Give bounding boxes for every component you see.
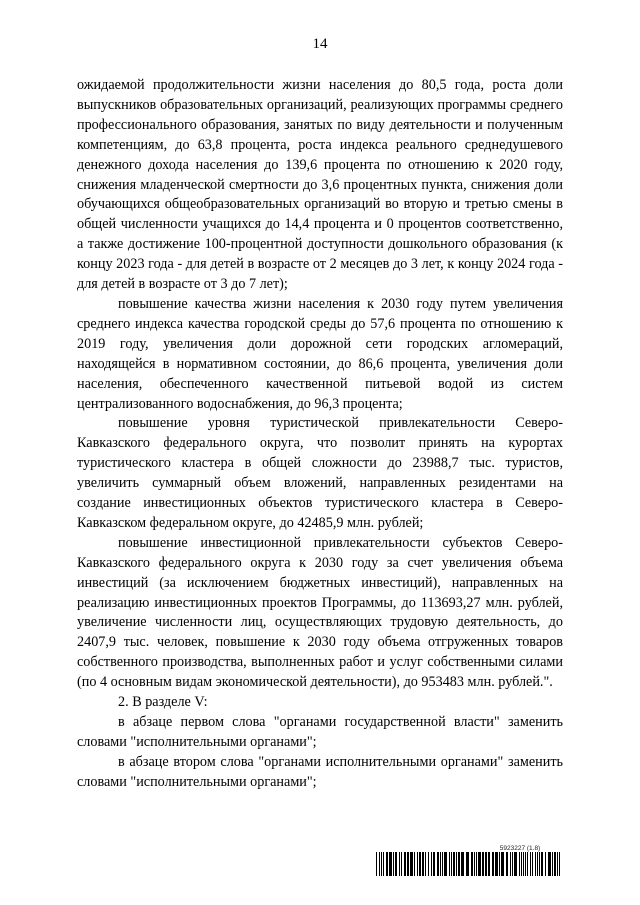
- paragraph-investment: повышение инвестиционной привлекательности субъектов Северо-Кавказского федерального округа к 2030 году за счет увеличения объема инвестиций (за исключением бюджетных инвестиций), направленных на реализацию инвестиционных проектов Программы, до 113693,27 млн. рублей, увеличение численности лиц, осуществляющих трудовую деятельность, до 2407,9 тыс. человек, повышение к 2030 году объема отгруженных товаров собственного производства, выполненных работ и услуг собственными силами (по 4 основным видам экономической деятельности), до 953483 млн. рублей.".: [77, 534, 563, 691]
- paragraph-continuation: ожидаемой продолжительности жизни населения до 80,5 года, роста доли выпускников образовательных организаций, реализующих программы среднего профессионального образования, занятых по виду деятельности и полученным компетенциям, до 63,8 процента, роста индекса реального среднедушевого денежного дохода населения до 139,6 процента по отношению к 2020 году, снижения младенческой смертности до 3,6 процентных пункта, снижения доли обучающихся общеобразовательных организаций во вторую и третью смены в общей численности учащихся до 14,4 процента и 0 процентов соответственно, а также достижение 100-процентной доступности дошкольного образования (к концу 2023 года - для детей в возрасте от 2 месяцев до 3 лет, к концу 2024 года - для детей в возрасте от 3 до 7 лет);: [77, 77, 563, 293]
- paragraph-section-v: 2. В разделе V:: [118, 694, 208, 711]
- document-body: [77, 76, 563, 793]
- paragraph-second-abzac: в абзаце втором слова "органами исполнительными органами" заменить словами "исполнительными органами";: [77, 753, 563, 790]
- document-code: 5923227 (1.8): [499, 845, 541, 852]
- paragraph-first-abzac: в абзаце первом слова "органами государственной власти" заменить словами "исполнительными органами";: [77, 714, 563, 750]
- paragraph-quality-of-life: повышение качества жизни населения к 2030 году путем увеличения среднего индекса качества городской среды до 57,6 процента по отношению к 2019 году, увеличения доли дорожной сети городских агломераций, находящейся в нормативном состоянии, до 86,6 процента, увеличения доли населения, обеспеченного качественной питьевой водой из систем централизованного водоснабжения, до 96,3 процента;: [77, 295, 563, 412]
- page-number: 14: [312, 36, 328, 52]
- paragraph-tourism: повышение уровня туристической привлекательности Северо-Кавказского федерального округа, что позволит принять на курортах туристического кластера в общей сложности до 23988,7 тыс. туристов, увеличить суммарный объем вложений, направленных резидентами на создание инвестиционных объектов туристического кластера в Северо-Кавказском федеральном округе, до 42485,9 млн. рублей;: [77, 415, 563, 531]
- barcode-icon: [376, 852, 564, 876]
